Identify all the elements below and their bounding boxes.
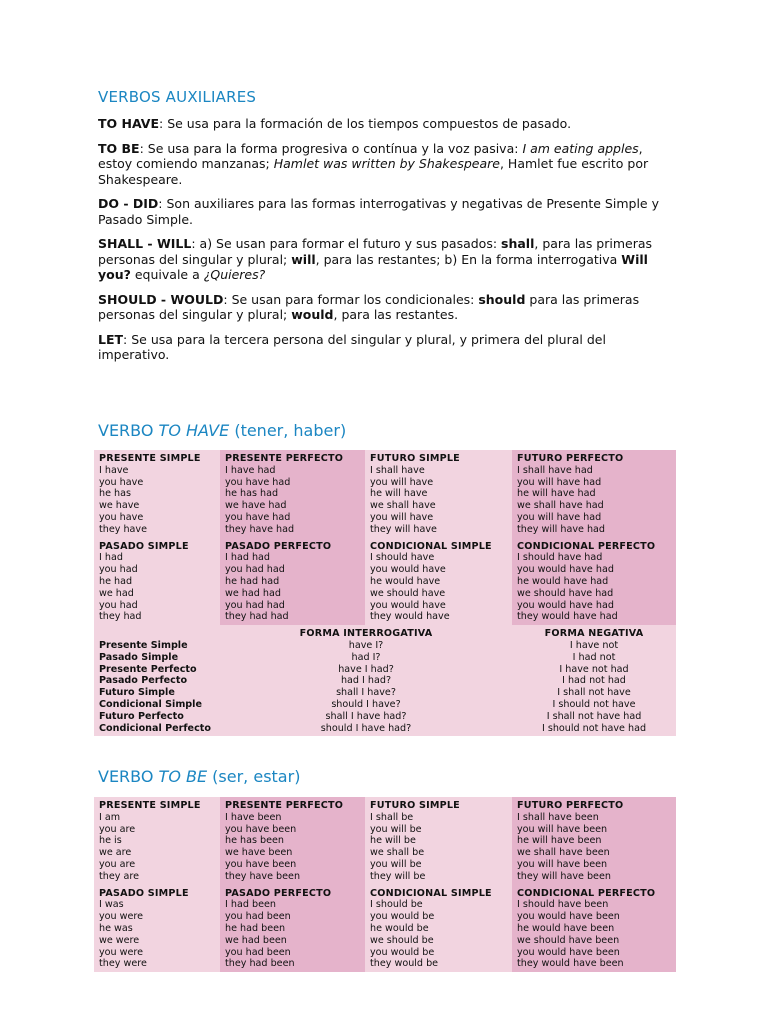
conjugation-line: we shall have been bbox=[517, 847, 610, 859]
conjugation-line: he had had bbox=[225, 575, 280, 587]
paragraph-text: : Se usa para la forma progresiva o contínua y la voz pasiva: bbox=[139, 140, 523, 156]
paragraph-text: : Se usa para la formación de los tiempos compuestos de pasado. bbox=[159, 116, 572, 131]
tense-title: CONDICIONAL SIMPLE bbox=[370, 887, 492, 899]
tense-label: Futuro Simple bbox=[99, 687, 175, 699]
conjugation-line: we should have been bbox=[517, 934, 620, 946]
tense-row bbox=[94, 450, 676, 538]
conjugation-line: I shall be bbox=[370, 811, 414, 823]
conjugation-line: we have had bbox=[225, 500, 287, 512]
conjugation-line: you have been bbox=[225, 823, 297, 835]
conjugation-line: you would have bbox=[370, 599, 446, 611]
tense-cell bbox=[94, 797, 220, 885]
conjugation-line: you would have bbox=[370, 564, 446, 576]
conjugation-line: he will have bbox=[370, 488, 428, 500]
interrogative-line: have I? bbox=[348, 639, 384, 651]
negative-line: I had not had bbox=[562, 675, 626, 687]
conjugation-line: you will have bbox=[370, 511, 434, 523]
tense-cell bbox=[220, 797, 365, 885]
conjugation-line: you will have been bbox=[517, 858, 608, 870]
conjugation-line: we shall have had bbox=[517, 500, 604, 512]
tense-cell bbox=[220, 450, 365, 538]
conjugation-line: he would have been bbox=[517, 922, 615, 934]
conjugation-line: they have bbox=[99, 523, 148, 535]
bold-term: will bbox=[291, 251, 316, 267]
heading-meaning: (tener, haber) bbox=[229, 421, 347, 440]
italic-example: ¿Quieres? bbox=[203, 267, 266, 282]
tense-cell bbox=[365, 885, 512, 973]
negative-title: FORMA NEGATIVA bbox=[544, 628, 644, 640]
conjugation-line: you have bbox=[99, 476, 144, 488]
conjugation-line: you had been bbox=[225, 946, 291, 958]
heading-prefix: VERBO bbox=[98, 421, 159, 440]
tense-title: PRESENTE PERFECTO bbox=[225, 800, 344, 811]
conjugation-line: they have been bbox=[225, 870, 301, 882]
paragraph bbox=[98, 292, 678, 323]
conjugation-line: you would have been bbox=[517, 911, 620, 923]
interrogative-line: have I had? bbox=[338, 663, 394, 675]
negative-cell bbox=[512, 625, 676, 736]
interrogative-line: had I? bbox=[351, 651, 381, 663]
conjugation-line: I have been bbox=[225, 811, 282, 823]
conjugation-line: you will have bbox=[370, 476, 434, 488]
forms-labels-cell bbox=[94, 625, 220, 736]
paragraph bbox=[98, 196, 678, 227]
conjugation-line: I have bbox=[99, 464, 129, 476]
spacer bbox=[99, 628, 215, 640]
conjugation-table-to-be bbox=[94, 797, 676, 972]
conjugation-line: I should have had bbox=[517, 552, 603, 564]
tense-title: CONDICIONAL PERFECTO bbox=[517, 887, 656, 899]
conjugation-line: he had been bbox=[225, 922, 286, 934]
bold-term: shall bbox=[501, 236, 535, 251]
tense-title: PRESENTE SIMPLE bbox=[99, 800, 201, 811]
conjugation-line: we should be bbox=[370, 934, 434, 946]
conjugation-line: they will have had bbox=[517, 523, 606, 535]
tense-label: Futuro Perfecto bbox=[99, 710, 184, 722]
conjugation-line: he has been bbox=[225, 835, 285, 847]
paragraph bbox=[98, 236, 678, 283]
tense-cell bbox=[512, 538, 676, 626]
conjugation-line: we have bbox=[99, 500, 140, 512]
tense-title: FUTURO PERFECTO bbox=[517, 800, 624, 811]
conjugation-line: he has had bbox=[225, 488, 279, 500]
tense-title: FUTURO SIMPLE bbox=[370, 800, 460, 811]
bold-term: SHALL - WILL bbox=[98, 236, 192, 251]
bold-term: SHOULD - WOULD bbox=[98, 291, 224, 307]
italic-example: Hamlet was written by Shakespeare bbox=[273, 156, 500, 171]
tense-cell bbox=[94, 538, 220, 626]
conjugation-line: I should have been bbox=[517, 899, 609, 911]
conjugation-line: I shall have been bbox=[517, 811, 599, 823]
conjugation-line: you had bbox=[99, 599, 138, 611]
tense-row bbox=[94, 885, 676, 973]
conjugation-line: he will have had bbox=[517, 488, 596, 500]
conjugation-line: you are bbox=[99, 823, 136, 835]
paragraph-text: para las primeras personas del singular y plural; bbox=[98, 291, 640, 322]
paragraph-text: , Hamlet fue escrito por Shakespeare. bbox=[98, 156, 649, 187]
tense-label: Presente Perfecto bbox=[99, 663, 197, 675]
conjugation-line: we are bbox=[99, 847, 132, 859]
conjugation-line: he had bbox=[99, 575, 133, 587]
conjugation-line: you would have had bbox=[517, 599, 614, 611]
conjugation-line: I had been bbox=[225, 899, 276, 911]
italic-example: I am eating apples bbox=[522, 140, 639, 156]
conjugation-line: you will have had bbox=[517, 476, 602, 488]
tense-label: Presente Simple bbox=[99, 639, 188, 651]
paragraph-text: , para las restantes. bbox=[333, 307, 459, 322]
paragraph-text: : Son auxiliares para las formas interrogativas y negativas de Presente Simple y Pasado Simple. bbox=[98, 196, 659, 227]
bold-term: Will you? bbox=[98, 251, 648, 282]
conjugation-line: they will have been bbox=[517, 870, 611, 882]
forms-row bbox=[94, 625, 676, 736]
conjugation-line: we had had bbox=[225, 587, 281, 599]
tense-title: PASADO SIMPLE bbox=[99, 887, 189, 899]
conjugation-line: I had bbox=[99, 552, 123, 564]
conjugation-line: they have had bbox=[225, 523, 295, 535]
conjugation-line: you will have had bbox=[517, 511, 602, 523]
negative-line: I should not have had bbox=[541, 722, 647, 734]
conjugation-line: he was bbox=[99, 922, 133, 934]
conjugation-line: you will be bbox=[370, 858, 422, 870]
heading-verb: TO HAVE bbox=[158, 421, 230, 440]
conjugation-line: we had bbox=[99, 587, 134, 599]
tense-label: Condicional Perfecto bbox=[99, 722, 211, 734]
interrogative-line: should I have had? bbox=[320, 722, 412, 734]
conjugation-line: we shall have bbox=[370, 500, 436, 512]
conjugation-line: they would have bbox=[370, 611, 450, 623]
tense-title: PASADO PERFECTO bbox=[225, 540, 332, 552]
negative-line: I should not have bbox=[552, 698, 636, 710]
tense-cell bbox=[512, 450, 676, 538]
conjugation-line: I am bbox=[99, 811, 121, 823]
tense-title: CONDICIONAL SIMPLE bbox=[370, 540, 492, 552]
paragraph-text: , para las primeras personas del singular y plural; bbox=[98, 236, 653, 267]
tense-cell bbox=[365, 797, 512, 885]
section-heading-to-have bbox=[98, 421, 346, 440]
tense-cell bbox=[220, 538, 365, 626]
paragraph-text: : Se usa para la tercera persona del singular y plural, y primera del plural del imperativo. bbox=[98, 331, 606, 362]
conjugation-line: they had had bbox=[225, 611, 289, 623]
conjugation-line: I shall have bbox=[370, 464, 425, 476]
tense-title: PRESENTE SIMPLE bbox=[99, 453, 201, 464]
tense-label: Condicional Simple bbox=[99, 698, 202, 710]
conjugation-line: you had bbox=[99, 564, 138, 576]
negative-line: I have not had bbox=[559, 663, 629, 675]
conjugation-line: you have had bbox=[225, 511, 291, 523]
tense-cell bbox=[365, 538, 512, 626]
tense-row bbox=[94, 538, 676, 626]
document-title: VERBOS AUXILIARES bbox=[98, 88, 257, 106]
paragraph-text: , estoy comiendo manzanas; bbox=[98, 140, 643, 171]
conjugation-line: you will be bbox=[370, 823, 422, 835]
interrogative-line: shall I have had? bbox=[325, 710, 407, 722]
conjugation-line: you will have been bbox=[517, 823, 608, 835]
conjugation-line: you have been bbox=[225, 858, 297, 870]
paragraph bbox=[98, 141, 678, 188]
conjugation-line: you had been bbox=[225, 911, 291, 923]
bold-term: LET bbox=[98, 331, 124, 347]
negative-line: I shall not have had bbox=[546, 710, 642, 722]
conjugation-line: they would be bbox=[370, 958, 439, 970]
conjugation-line: we had been bbox=[225, 934, 287, 946]
bold-term: TO HAVE bbox=[98, 116, 160, 131]
conjugation-line: you would be bbox=[370, 946, 435, 958]
paragraph bbox=[98, 332, 678, 363]
paragraph-text: : a) Se usan para formar el futuro y sus pasados: bbox=[191, 236, 502, 251]
document-body bbox=[98, 88, 678, 372]
interrogative-cell bbox=[220, 625, 512, 736]
conjugation-line: we were bbox=[99, 934, 140, 946]
conjugation-line: he will be bbox=[370, 835, 416, 847]
tense-cell bbox=[94, 450, 220, 538]
conjugation-line: you had had bbox=[225, 564, 285, 576]
conjugation-line: you would have had bbox=[517, 564, 614, 576]
conjugation-line: we have been bbox=[225, 847, 293, 859]
interrogative-line: shall I have? bbox=[336, 687, 396, 699]
interrogative-line: should I have? bbox=[331, 698, 401, 710]
tense-title: PASADO PERFECTO bbox=[225, 887, 332, 899]
interrogative-line: had I had? bbox=[340, 675, 392, 687]
conjugation-line: he would have had bbox=[517, 575, 609, 587]
tense-title: FUTURO PERFECTO bbox=[517, 453, 624, 464]
conjugation-line: I have had bbox=[225, 464, 276, 476]
bold-term: should bbox=[478, 291, 526, 307]
conjugation-line: he will have been bbox=[517, 835, 602, 847]
tense-title: CONDICIONAL PERFECTO bbox=[517, 540, 656, 552]
bold-term: TO BE bbox=[98, 140, 140, 156]
conjugation-line: you would be bbox=[370, 911, 435, 923]
negative-line: I shall not have bbox=[557, 687, 631, 699]
conjugation-line: I was bbox=[99, 899, 124, 911]
conjugation-line: we shall be bbox=[370, 847, 425, 859]
tense-label: Pasado Simple bbox=[99, 651, 179, 663]
conjugation-line: they would have been bbox=[517, 958, 624, 970]
conjugation-table-to-have bbox=[94, 450, 676, 736]
tense-cell bbox=[94, 885, 220, 973]
paragraph bbox=[98, 116, 678, 132]
tense-cell bbox=[512, 797, 676, 885]
conjugation-line: you have bbox=[99, 511, 144, 523]
conjugation-line: he has bbox=[99, 488, 131, 500]
heading-verb: TO BE bbox=[158, 767, 208, 786]
negative-line: I had not bbox=[572, 651, 616, 663]
conjugation-line: I shall have had bbox=[517, 464, 593, 476]
conjugation-line: I had had bbox=[225, 552, 271, 564]
paragraph-text: : Se usan para formar los condicionales: bbox=[223, 291, 479, 307]
heading-meaning: (ser, estar) bbox=[207, 767, 301, 786]
conjugation-line: they had bbox=[99, 611, 142, 623]
conjugation-line: you are bbox=[99, 858, 136, 870]
conjugation-line: he would have bbox=[370, 575, 441, 587]
tense-cell bbox=[512, 885, 676, 973]
negative-line: I have not bbox=[569, 639, 619, 651]
conjugation-line: you had had bbox=[225, 599, 285, 611]
bold-term: would bbox=[291, 307, 334, 322]
conjugation-line: you would have been bbox=[517, 946, 620, 958]
conjugation-line: you were bbox=[99, 946, 144, 958]
conjugation-line: they will be bbox=[370, 870, 426, 882]
conjugation-line: they will have bbox=[370, 523, 437, 535]
conjugation-line: I should have bbox=[370, 552, 435, 564]
conjugation-line: they had been bbox=[225, 958, 295, 970]
conjugation-line: we should have bbox=[370, 587, 446, 599]
paragraph-text: equivale a bbox=[130, 267, 204, 282]
paragraph-list bbox=[98, 116, 678, 363]
tense-row bbox=[94, 797, 676, 885]
conjugation-line: they would have had bbox=[517, 611, 618, 623]
interrogative-title: FORMA INTERROGATIVA bbox=[299, 628, 433, 640]
conjugation-line: they were bbox=[99, 958, 147, 970]
conjugation-line: he is bbox=[99, 835, 122, 847]
tense-title: PRESENTE PERFECTO bbox=[225, 453, 344, 464]
tense-label: Pasado Perfecto bbox=[99, 675, 188, 687]
bold-term: DO - DID bbox=[98, 196, 159, 211]
tense-title: FUTURO SIMPLE bbox=[370, 453, 460, 464]
tense-cell bbox=[365, 450, 512, 538]
paragraph-text: , para las restantes; b) En la forma interrogativa bbox=[315, 251, 622, 267]
conjugation-line: you were bbox=[99, 911, 144, 923]
conjugation-line: he would be bbox=[370, 922, 429, 934]
conjugation-line: we should have had bbox=[517, 587, 614, 599]
heading-prefix: VERBO bbox=[98, 767, 159, 786]
conjugation-line: they are bbox=[99, 870, 139, 882]
tense-title: PASADO SIMPLE bbox=[99, 540, 189, 552]
conjugation-line: I should be bbox=[370, 899, 423, 911]
section-heading-to-be bbox=[98, 767, 300, 786]
tense-cell bbox=[220, 885, 365, 973]
conjugation-line: you have had bbox=[225, 476, 291, 488]
